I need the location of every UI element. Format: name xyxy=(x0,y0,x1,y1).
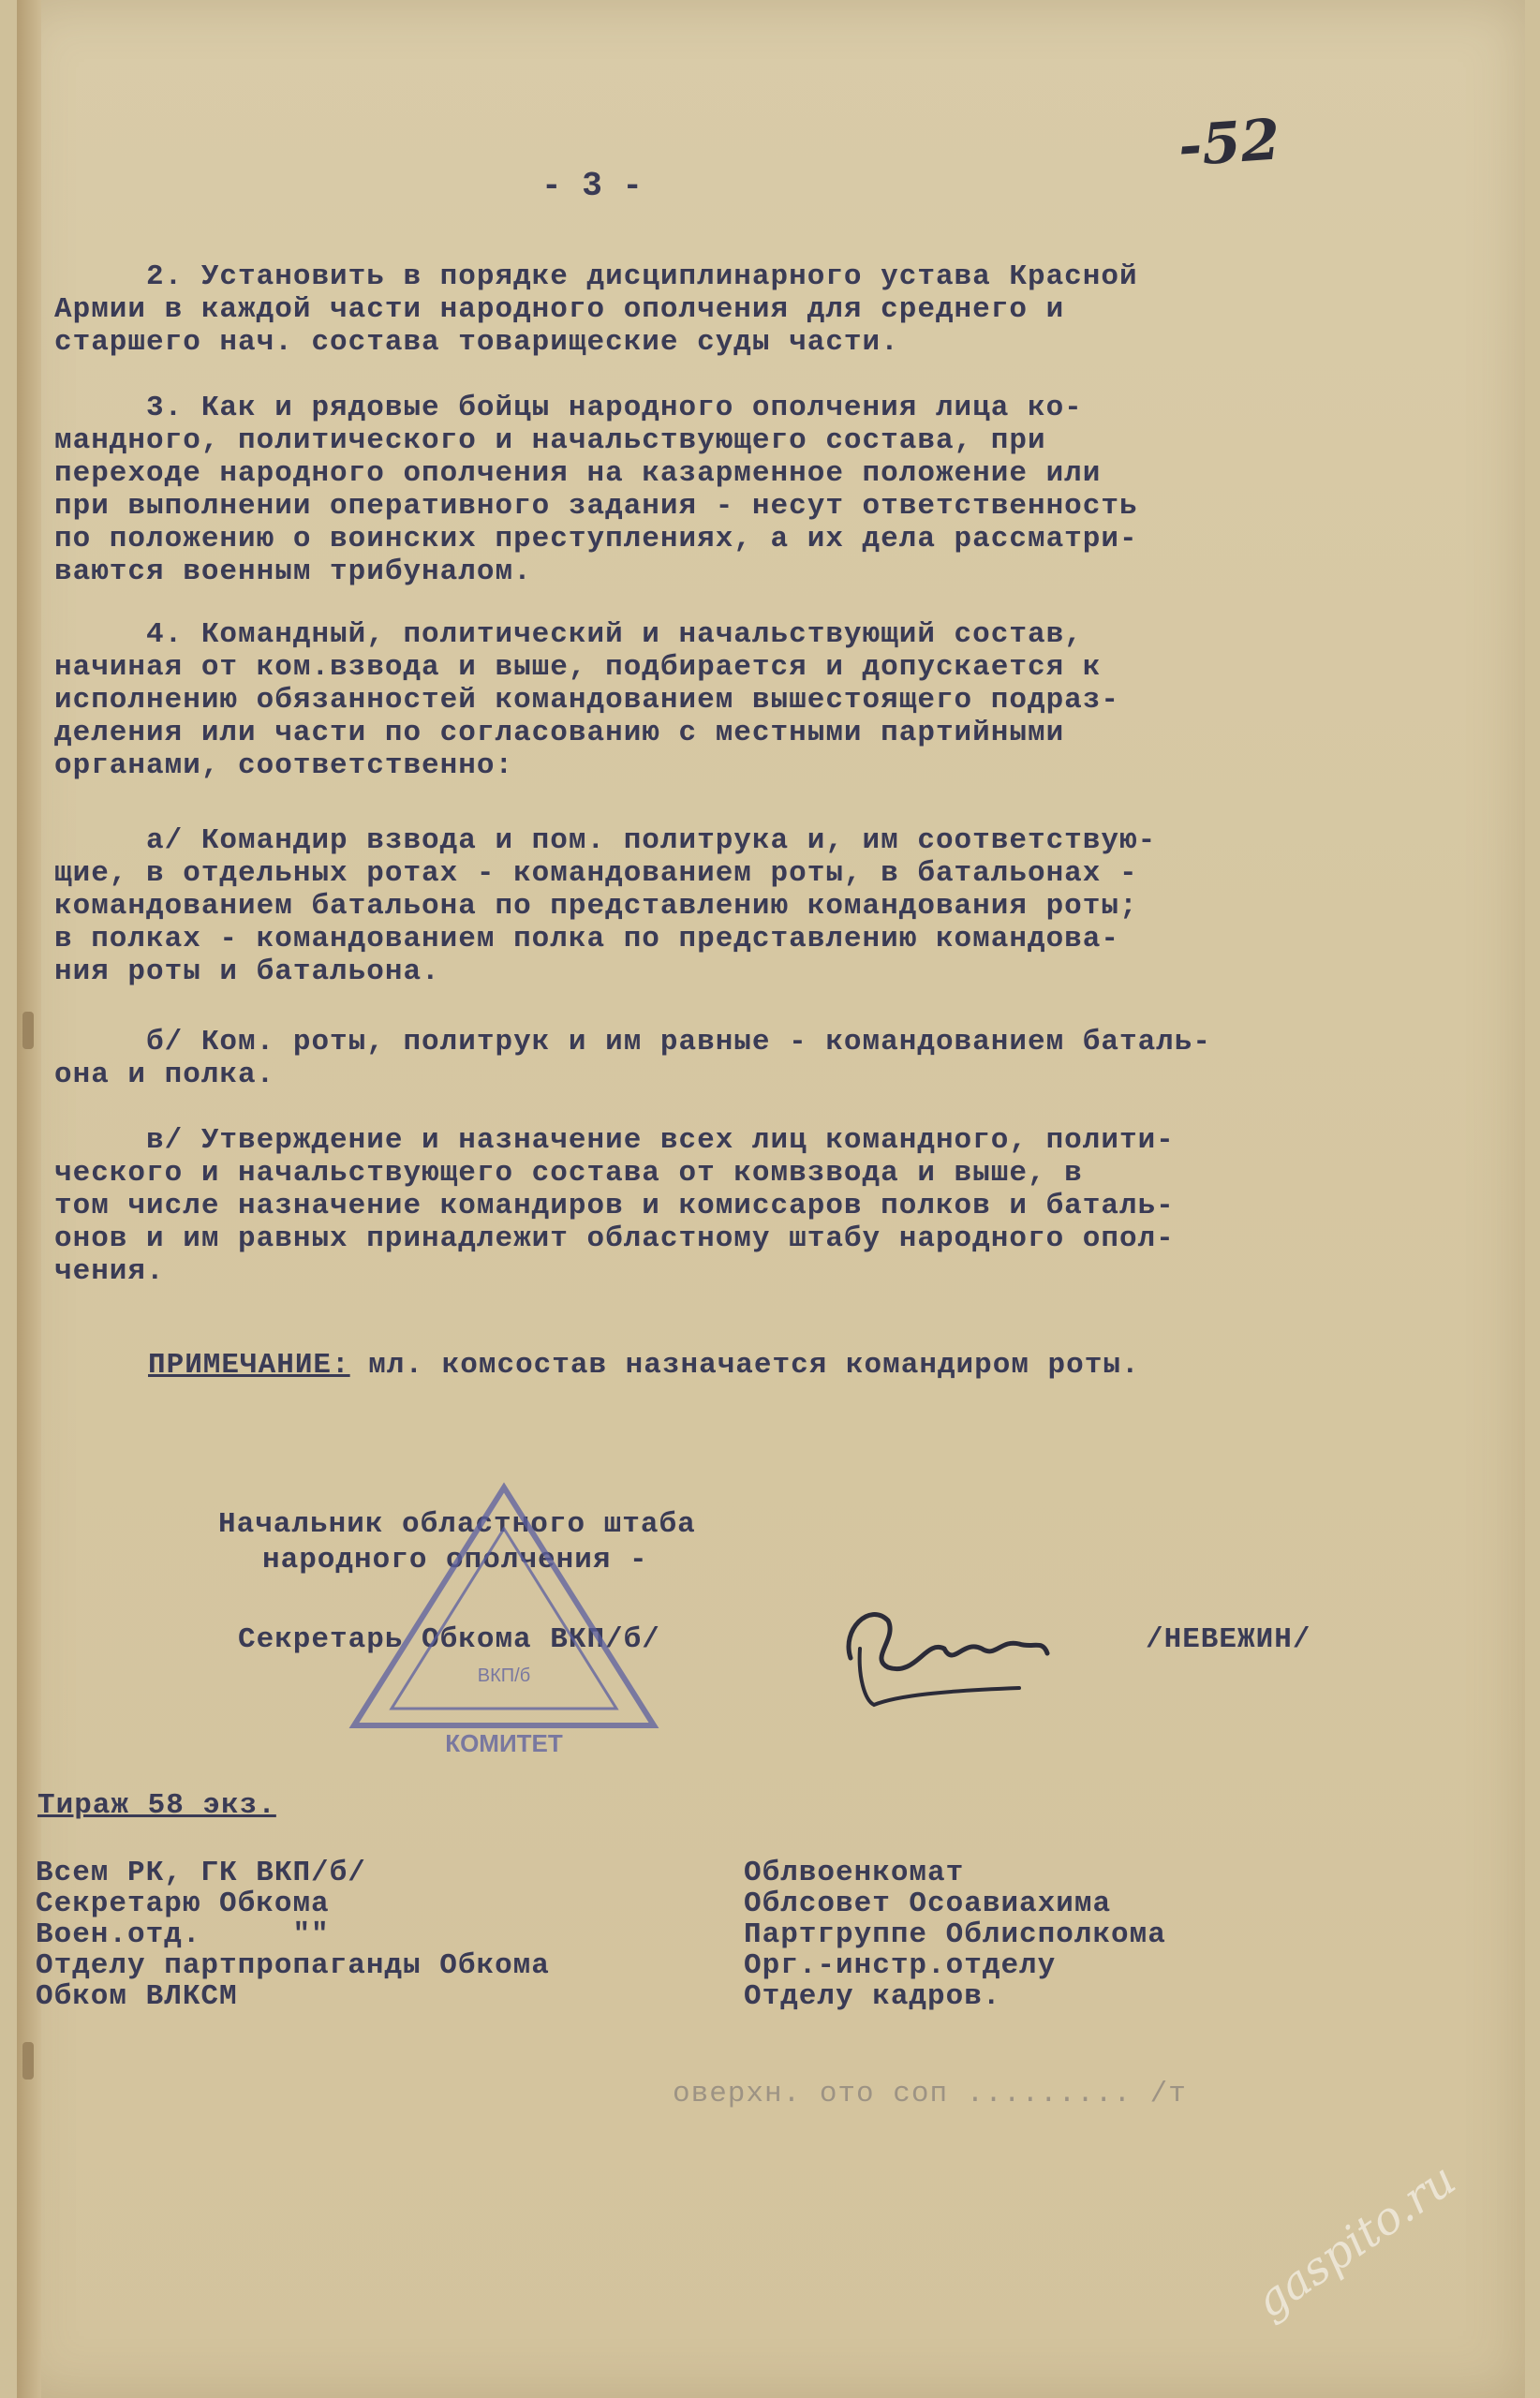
stamp-bottom-text: КОМИТЕТ xyxy=(445,1729,563,1757)
distribution-left: Всем РК, ГК ВКП/б/ Секретарю Обкома Воен.отд. "" Отделу партпропаганды Обкома Обком ВЛКСМ xyxy=(36,1857,550,2013)
item-a: а/ Командир взвода и пом. политрука и, им соответствую- щие, в отдельных ротах - командованием роты, в батальонах - командованием батальона по представлению командования роты; в полках - командованием полка по представлению командова- ния роты и батальона. xyxy=(54,824,1157,988)
signature-line-2: народного ополчения - xyxy=(262,1544,648,1576)
archive-number-handwritten: -52 xyxy=(1176,107,1282,180)
watermark: gaspito.ru xyxy=(1246,2153,1466,2329)
tirazh: Тираж 58 экз. xyxy=(37,1789,276,1822)
document-sheet xyxy=(17,0,1525,2398)
note-text: мл. комсостав назначается командиром роты. xyxy=(349,1349,1140,1382)
paragraph-3: 3. Как и рядовые бойцы народного ополчения лица ко- мандного, политического и начальствующего состава, при переходе народного ополчения на казарменное положение или при выполнении оперативного задания - несут ответственность по положению о воинских преступлениях, а их дела рассматри- ваются военным трибуналом. xyxy=(54,392,1138,588)
signature-line-1: Начальник областного штаба xyxy=(218,1508,696,1541)
note xyxy=(148,1349,1140,1382)
triangular-stamp xyxy=(345,1480,663,1761)
distribution-right: Облвоенкомат Облсовет Осоавиахима Партгруппе Облисполкома Орг.-инстр.отделу Отделу кадров. xyxy=(744,1857,1166,2013)
binding-hole xyxy=(22,2042,34,2080)
stamp-center-text: ВКП/б xyxy=(477,1665,531,1686)
item-b: б/ Ком. роты, политрук и им равные - командованием баталь- она и полка. xyxy=(54,1026,1211,1091)
binding-hole xyxy=(22,1012,34,1049)
signatory-name: /НЕВЕЖИН/ xyxy=(1146,1623,1311,1656)
paragraph-4: 4. Командный, политический и начальствующий состав, начиная от ком.взвода и выше, подбирается и допускается к исполнению обязанностей командованием вышестоящего подраз- деления или части по согласованию с местными партийными органами, соответственно: xyxy=(54,618,1119,782)
page-number: - 3 - xyxy=(541,167,644,205)
item-v: в/ Утверждение и назначение всех лиц командного, полити- ческого и начальствующего состава от комвзвода и выше, в том числе назначение командиров и комиссаров полков и баталь- онов и им равных принадлежит областному штабу народного опол- чения. xyxy=(54,1124,1175,1288)
signature-line-3: Секретарь Обкома ВКП/б/ xyxy=(238,1623,660,1656)
binding-edge xyxy=(17,0,41,2398)
faint-footer-text: оверхн. ото соп ......... /т xyxy=(673,2078,1187,2110)
note-label: ПРИМЕЧАНИЕ: xyxy=(148,1349,350,1382)
paragraph-2: 2. Установить в порядке дисциплинарного устава Красной Армии в каждой части народного ополчения для среднего и старшего нач. состава товарищеские суды части. xyxy=(54,260,1138,359)
handwritten-signature xyxy=(832,1583,1057,1714)
